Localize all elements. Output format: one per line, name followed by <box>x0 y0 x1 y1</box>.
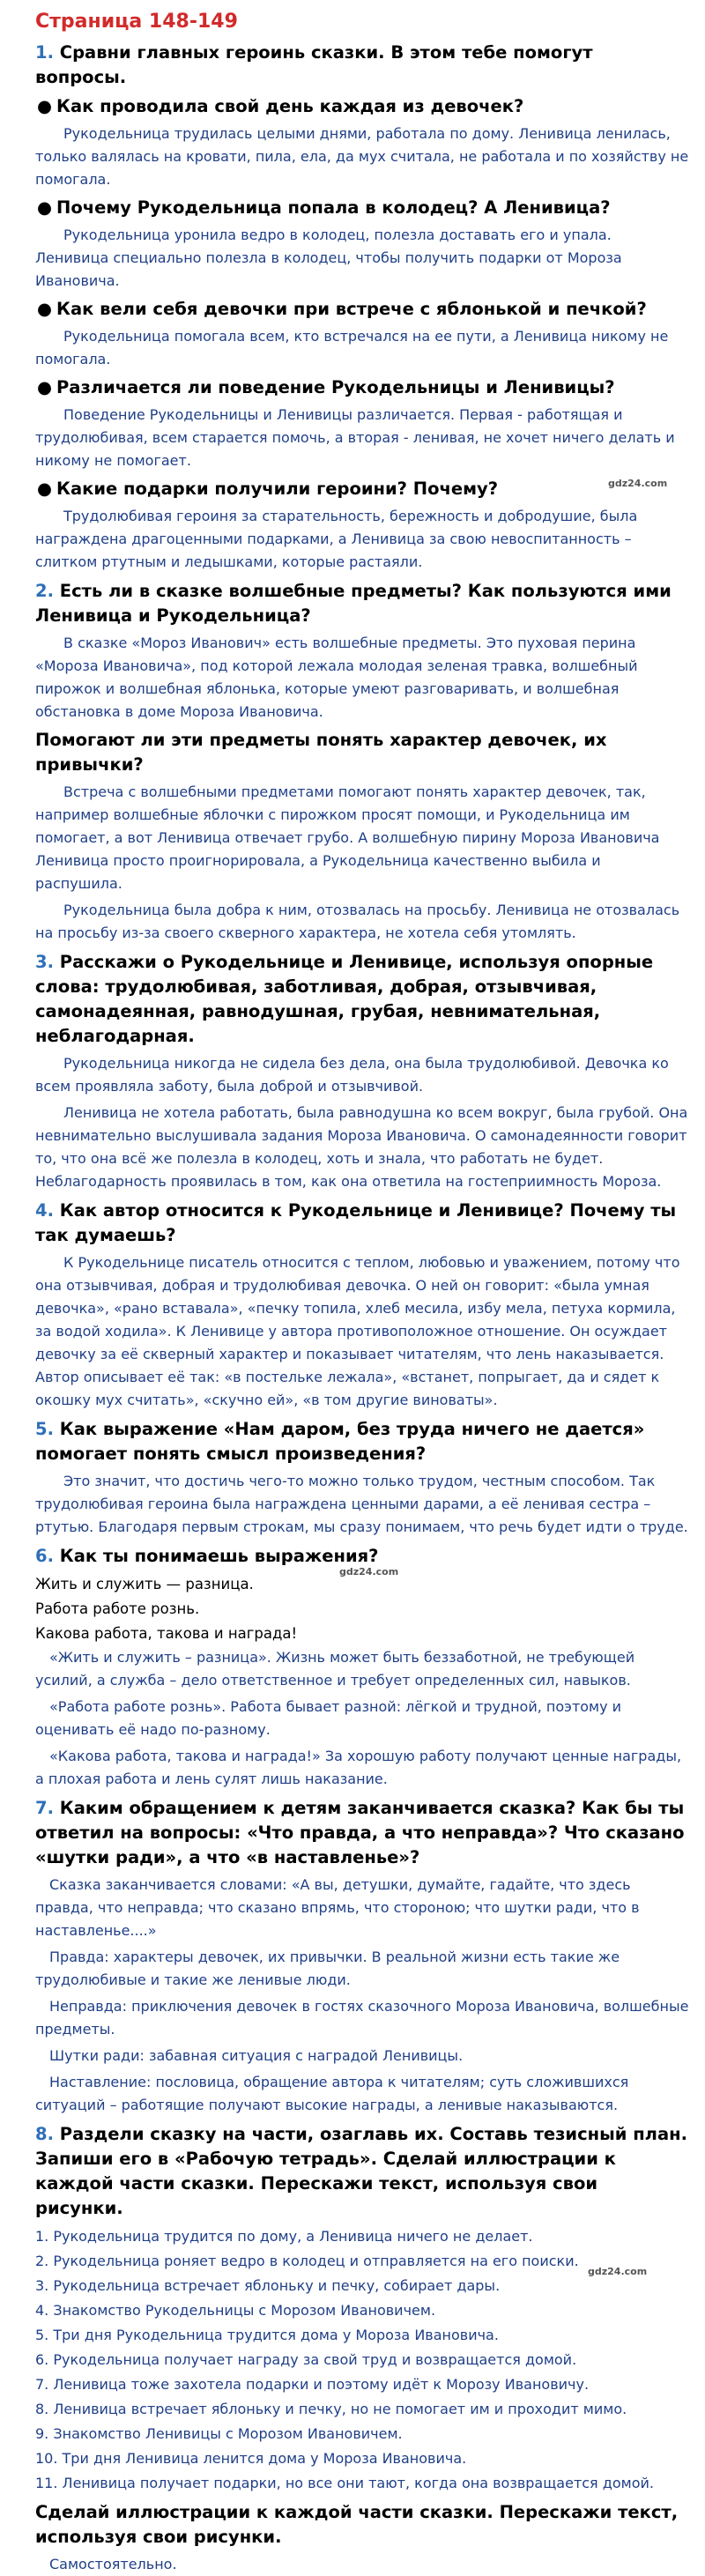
answer: Ленивица не хотела работать, была равнодушна ко всем вокруг, была грубой. Она невнимательно выслушивала задания Мороза Ивановича. О самонадеянности говорит то, что она всё же полезла в колодец, хоть и знала, что работать не будет. Неблагодарность проявилась в том, как она ответила на гостеприимность Мороза. <box>35 1104 688 1190</box>
answer: Самостоятельно. <box>49 2556 177 2572</box>
expression-line: Жить и служить — разница. <box>35 1576 254 1592</box>
question-5 <box>35 1417 689 1466</box>
watermark: gdz24.com <box>588 2266 648 2277</box>
question-number: 5. <box>35 1419 54 1439</box>
question-1 <box>35 41 689 90</box>
question-3 <box>35 950 689 1049</box>
sub-question-text: Какие подарки получили героини? Почему? <box>56 479 499 499</box>
answer: «Работа работе рознь». Работа бывает разной: лёгкой и трудной, поэтому и оценивать её надо по-разному. <box>35 1698 622 1738</box>
bullet-icon: ● <box>37 299 53 319</box>
answer: Это значит, что достичь чего-то можно только трудом, честным способом. Так трудолюбивая героина была награждена ценными дарами, а её ленивая сестра – ртутью. Благодаря первым строкам, мы сразу понимаем, что речь будет идти о труде. <box>35 1473 688 1535</box>
sub-question-text: Как проводила свой день каждая из девочек? <box>56 96 524 116</box>
bullet-icon: ● <box>37 479 53 499</box>
answer: «Жить и служить – разница». Жизнь может быть беззаботной, не требующей усилий, а служба – дело ответственное и требует определенных сил, навыков. <box>35 1649 635 1689</box>
plan-item: 9. Знакомство Ленивицы с Морозом Ивановичем. <box>35 2425 403 2442</box>
answer: Трудолюбивая героиня за старательность, бережность и добродушие, была награждена драгоценными подарками, а Ленивица за свою невоспитанность – слитком ртутным и ледышками, которые растаяли. <box>35 508 638 570</box>
plan-item: 8. Ленивица встречает яблоньку и печку, но не помогает им и проходит мимо. <box>35 2401 627 2417</box>
expression-line: Какова работа, такова и награда! <box>35 1625 298 1642</box>
expression-line: Работа работе рознь. <box>35 1600 200 1617</box>
answer: Правда: характеры девочек, их привычки. В реальной жизни есть такие же трудолюбивые и такие же ленивые люди. <box>35 1949 620 1988</box>
sub-question-text: Почему Рукодельница попала в колодец? А Ленивица? <box>56 197 611 218</box>
question-text: Как автор относится к Рукодельнице и Ленивице? Почему ты так думаешь? <box>35 1200 677 1245</box>
answer: Рукодельница была добра к ним, отозвалась на просьбу. Ленивица не отозвалась на просьбу из-за своего скверного характера, не хотела себя утомлять. <box>35 902 680 941</box>
sub-question <box>35 297 689 322</box>
sub-question-text: Как вели себя девочки при встрече с яблонькой и печкой? <box>56 299 647 319</box>
answer: Рукодельница трудилась целыми днями, работала по дому. Ленивица ленилась, только валялась на кровати, пила, ела, да мух считала, не работала и по хозяйству не помогала. <box>35 125 689 188</box>
question-text: Есть ли в сказке волшебные предметы? Как пользуются ими Ленивица и Рукодельница? <box>35 581 672 626</box>
plan-item: 2. Рукодельница роняет ведро в колодец и отправляется на его поиски. <box>35 2253 579 2269</box>
question-2 <box>35 579 689 628</box>
answer: К Рукодельнице писатель относится с теплом, любовью и уважением, потому что она отзывчивая, добрая и трудолюбивая девочка. О ней он говорит: «была умная девочка», «рано вставала», «печку топила, хлеб месила, избу мела, петуха кормила, за водой ходила». К Ленивице у автора противоположное отношение. Он осуждает девочку за её скверный характер и показывает читателям, что лень наказывается. Автор описывает её так: «в постельке лежала», «встанет, попрыгает, да и сядет к окошку мух считать», «скучно ей», «в том другие виноваты». <box>35 1254 680 1408</box>
sub-question <box>35 375 689 400</box>
answer: Шутки ради: забавная ситуация с наградой Ленивицы. <box>49 2047 464 2064</box>
question-4 <box>35 1199 689 1248</box>
question-number: 4. <box>35 1200 54 1221</box>
answer: «Какова работа, такова и награда!» За хорошую работу получают ценные награды, а плохая работа и лень сулят лишь наказание. <box>35 1748 682 1787</box>
question-text: Раздели сказку на части, озаглавь их. Составь тезисный план. Запиши его в «Рабочую тетрадь». Сделай иллюстрации к каждой части сказки. Перескажи текст, используя свои рисунки. <box>35 2124 688 2218</box>
question-number: 8. <box>35 2124 54 2144</box>
question-7 <box>35 1796 689 1870</box>
bullet-icon: ● <box>37 197 53 218</box>
question-number: 3. <box>35 952 54 972</box>
plan-item: 5. Три дня Рукодельница трудится дома у Мороза Ивановича. <box>35 2327 499 2343</box>
plan-item: 6. Рукодельница получает награду за свой труд и возвращается домой. <box>35 2351 577 2368</box>
sub-question <box>35 94 689 119</box>
question-text: Как выражение «Нам даром, без труда ничего не дается» помогает понять смысл произведения? <box>35 1419 645 1464</box>
answer: Рукодельница никогда не сидела без дела, она была трудолюбивой. Девочка ко всем проявляла заботу, была доброй и отзывчивой. <box>35 1055 669 1095</box>
sub-question <box>35 477 689 501</box>
watermark: gdz24.com <box>608 478 668 489</box>
plan-item: 3. Рукодельница встречает яблоньку и печку, собирает дары. <box>35 2277 501 2294</box>
plan-item: 1. Рукодельница трудится по дому, а Ленивица ничего не делает. <box>35 2228 533 2245</box>
answer: Неправда: приключения девочек в гостях сказочного Мороза Ивановича, волшебные предметы. <box>35 1998 689 2038</box>
question-number: 7. <box>35 1798 54 1818</box>
sub-question-text: Различается ли поведение Рукодельницы и Ленивицы? <box>56 377 615 397</box>
answer: Поведение Рукодельницы и Ленивицы различается. Первая - работящая и трудолюбивая, всем старается помочь, а вторая - ленивая, не хочет ничего делать и никому не помогает. <box>35 406 675 469</box>
sub-question <box>35 196 689 220</box>
answer: Встреча с волшебными предметами помогают понять характер девочек, так, например волшебные яблочки с пирожком просят помощи, и Рукодельница им помогает, а вот Ленивица отвечает грубо. А волшебную пирину Мороза Ивановича Ленивица просто проигнорировала, а Рукодельница качественно выбила и распушила. <box>35 783 660 892</box>
answer: Наставление: пословица, обращение автора к читателям; суть сложившихся ситуаций – работящие получают высокие награды, а ленивые наказываются. <box>35 2074 629 2113</box>
plan-item: 11. Ленивица получает подарки, но все они тают, когда она возвращается домой. <box>35 2475 654 2491</box>
question-number: 1. <box>35 42 54 63</box>
sub-question: Сделай иллюстрации к каждой части сказки. Перескажи текст, используя свои рисунки. <box>35 2502 679 2547</box>
answer: Рукодельница уронила ведро в колодец, полезла доставать его и упала. Ленивица специально полезла в колодец, чтобы получить подарки от Мороза Ивановича. <box>35 226 622 289</box>
plan-item: 10. Три дня Ленивица ленится дома у Мороза Ивановича. <box>35 2450 467 2467</box>
bullet-icon: ● <box>37 377 53 397</box>
plan-item: 7. Ленивица тоже захотела подарки и поэтому идёт к Морозу Ивановичу. <box>35 2376 590 2393</box>
question-text: Как ты понимаешь выражения? <box>59 1546 379 1566</box>
sub-question: Помогают ли эти предметы понять характер девочек, их привычки? <box>35 730 607 775</box>
plan-item: 4. Знакомство Рукодельницы с Морозом Ивановичем. <box>35 2302 436 2319</box>
question-6 <box>35 1544 689 1569</box>
answer: Рукодельница помогала всем, кто встречался на ее пути, а Ленивица никому не помогала. <box>35 328 669 367</box>
watermark: gdz24.com <box>339 1566 399 1578</box>
answer: В сказке «Мороз Иванович» есть волшебные предметы. Это пуховая перина «Мороза Ивановича», под которой лежала молодая зеленая травка, волшебный пирожок и волшебная яблонька, которые умеют разговаривать, и волшебная обстановка в доме Мороза Ивановича. <box>35 635 638 720</box>
question-text: Сравни главных героинь сказки. В этом тебе помогут вопросы. <box>35 42 593 87</box>
question-text: Расскажи о Рукодельнице и Ленивице, используя опорные слова: трудолюбивая, заботливая, добрая, отзывчивая, самонадеянная, равнодушная, грубая, невнимательная, неблагодарная. <box>35 952 654 1046</box>
question-text: Каким обращением к детям заканчивается сказка? Как бы ты ответил на вопросы: «Что правда, а что неправда»? Что сказано «шутки ради», а что «в наставленье»? <box>35 1798 685 1867</box>
answer: Сказка заканчивается словами: «А вы, детушки, думайте, гадайте, что здесь правда, что неправда; что сказано впрямь, что стороною; что шутки ради, что в наставленье....» <box>35 1876 640 1939</box>
page-title: Страница 148-149 <box>35 11 238 33</box>
question-8 <box>35 2122 689 2221</box>
question-number: 6. <box>35 1546 54 1566</box>
bullet-icon: ● <box>37 96 53 116</box>
question-number: 2. <box>35 581 54 601</box>
